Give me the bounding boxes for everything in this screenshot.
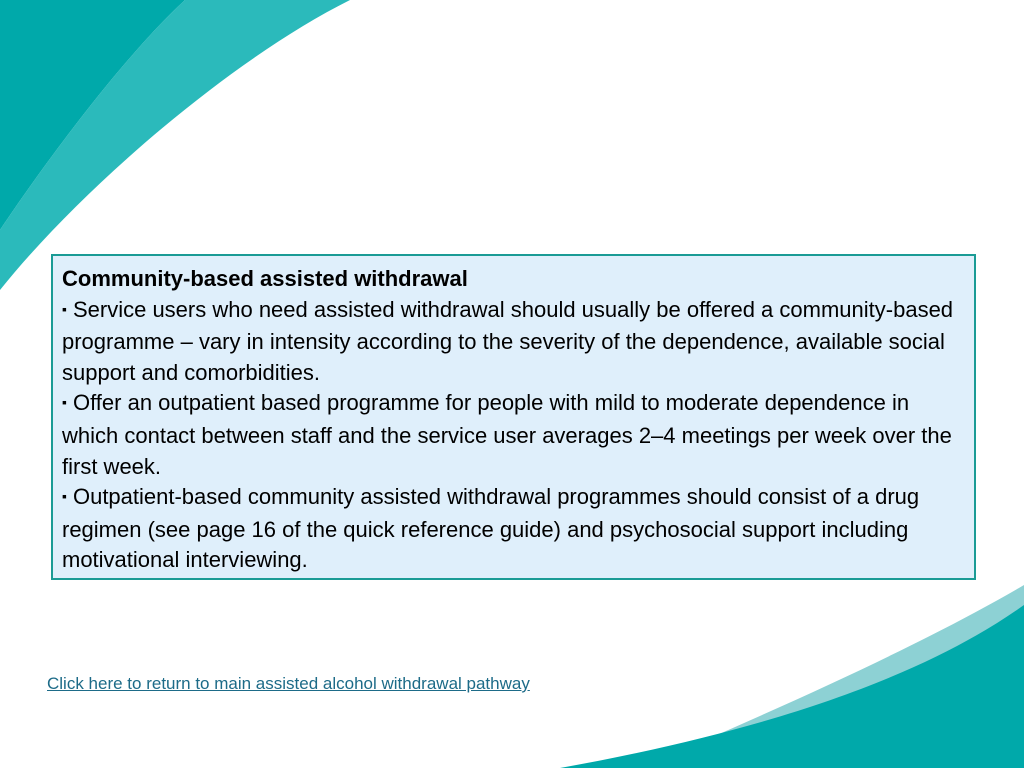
content-box xyxy=(51,254,976,580)
return-to-pathway-link[interactable]: Click here to return to main assisted alcohol withdrawal pathway xyxy=(47,674,530,693)
bullet-text: Outpatient-based community assisted withdrawal programmes should consist of a drug regimen (see page 16 of the quick reference guide) and psychosocial support including motivational interviewing. xyxy=(62,484,920,573)
box-title: Community-based assisted withdrawal xyxy=(62,266,468,291)
bullet-marker: ▪ xyxy=(62,300,67,317)
bullet-item xyxy=(62,388,965,482)
bullet-item xyxy=(62,482,965,576)
bullet-marker: ▪ xyxy=(62,394,67,411)
bullet-text: Service users who need assisted withdrawal should usually be offered a community-based programme – vary in intensity according to the severity of the dependence, available social support and comorbidities. xyxy=(62,296,954,385)
bullet-text: Offer an outpatient based programme for people with mild to moderate dependence in which contact between staff and the service user averages 2–4 meetings per week over the first week. xyxy=(62,390,952,479)
bullet-marker: ▪ xyxy=(62,488,67,505)
bullet-item xyxy=(62,295,965,389)
